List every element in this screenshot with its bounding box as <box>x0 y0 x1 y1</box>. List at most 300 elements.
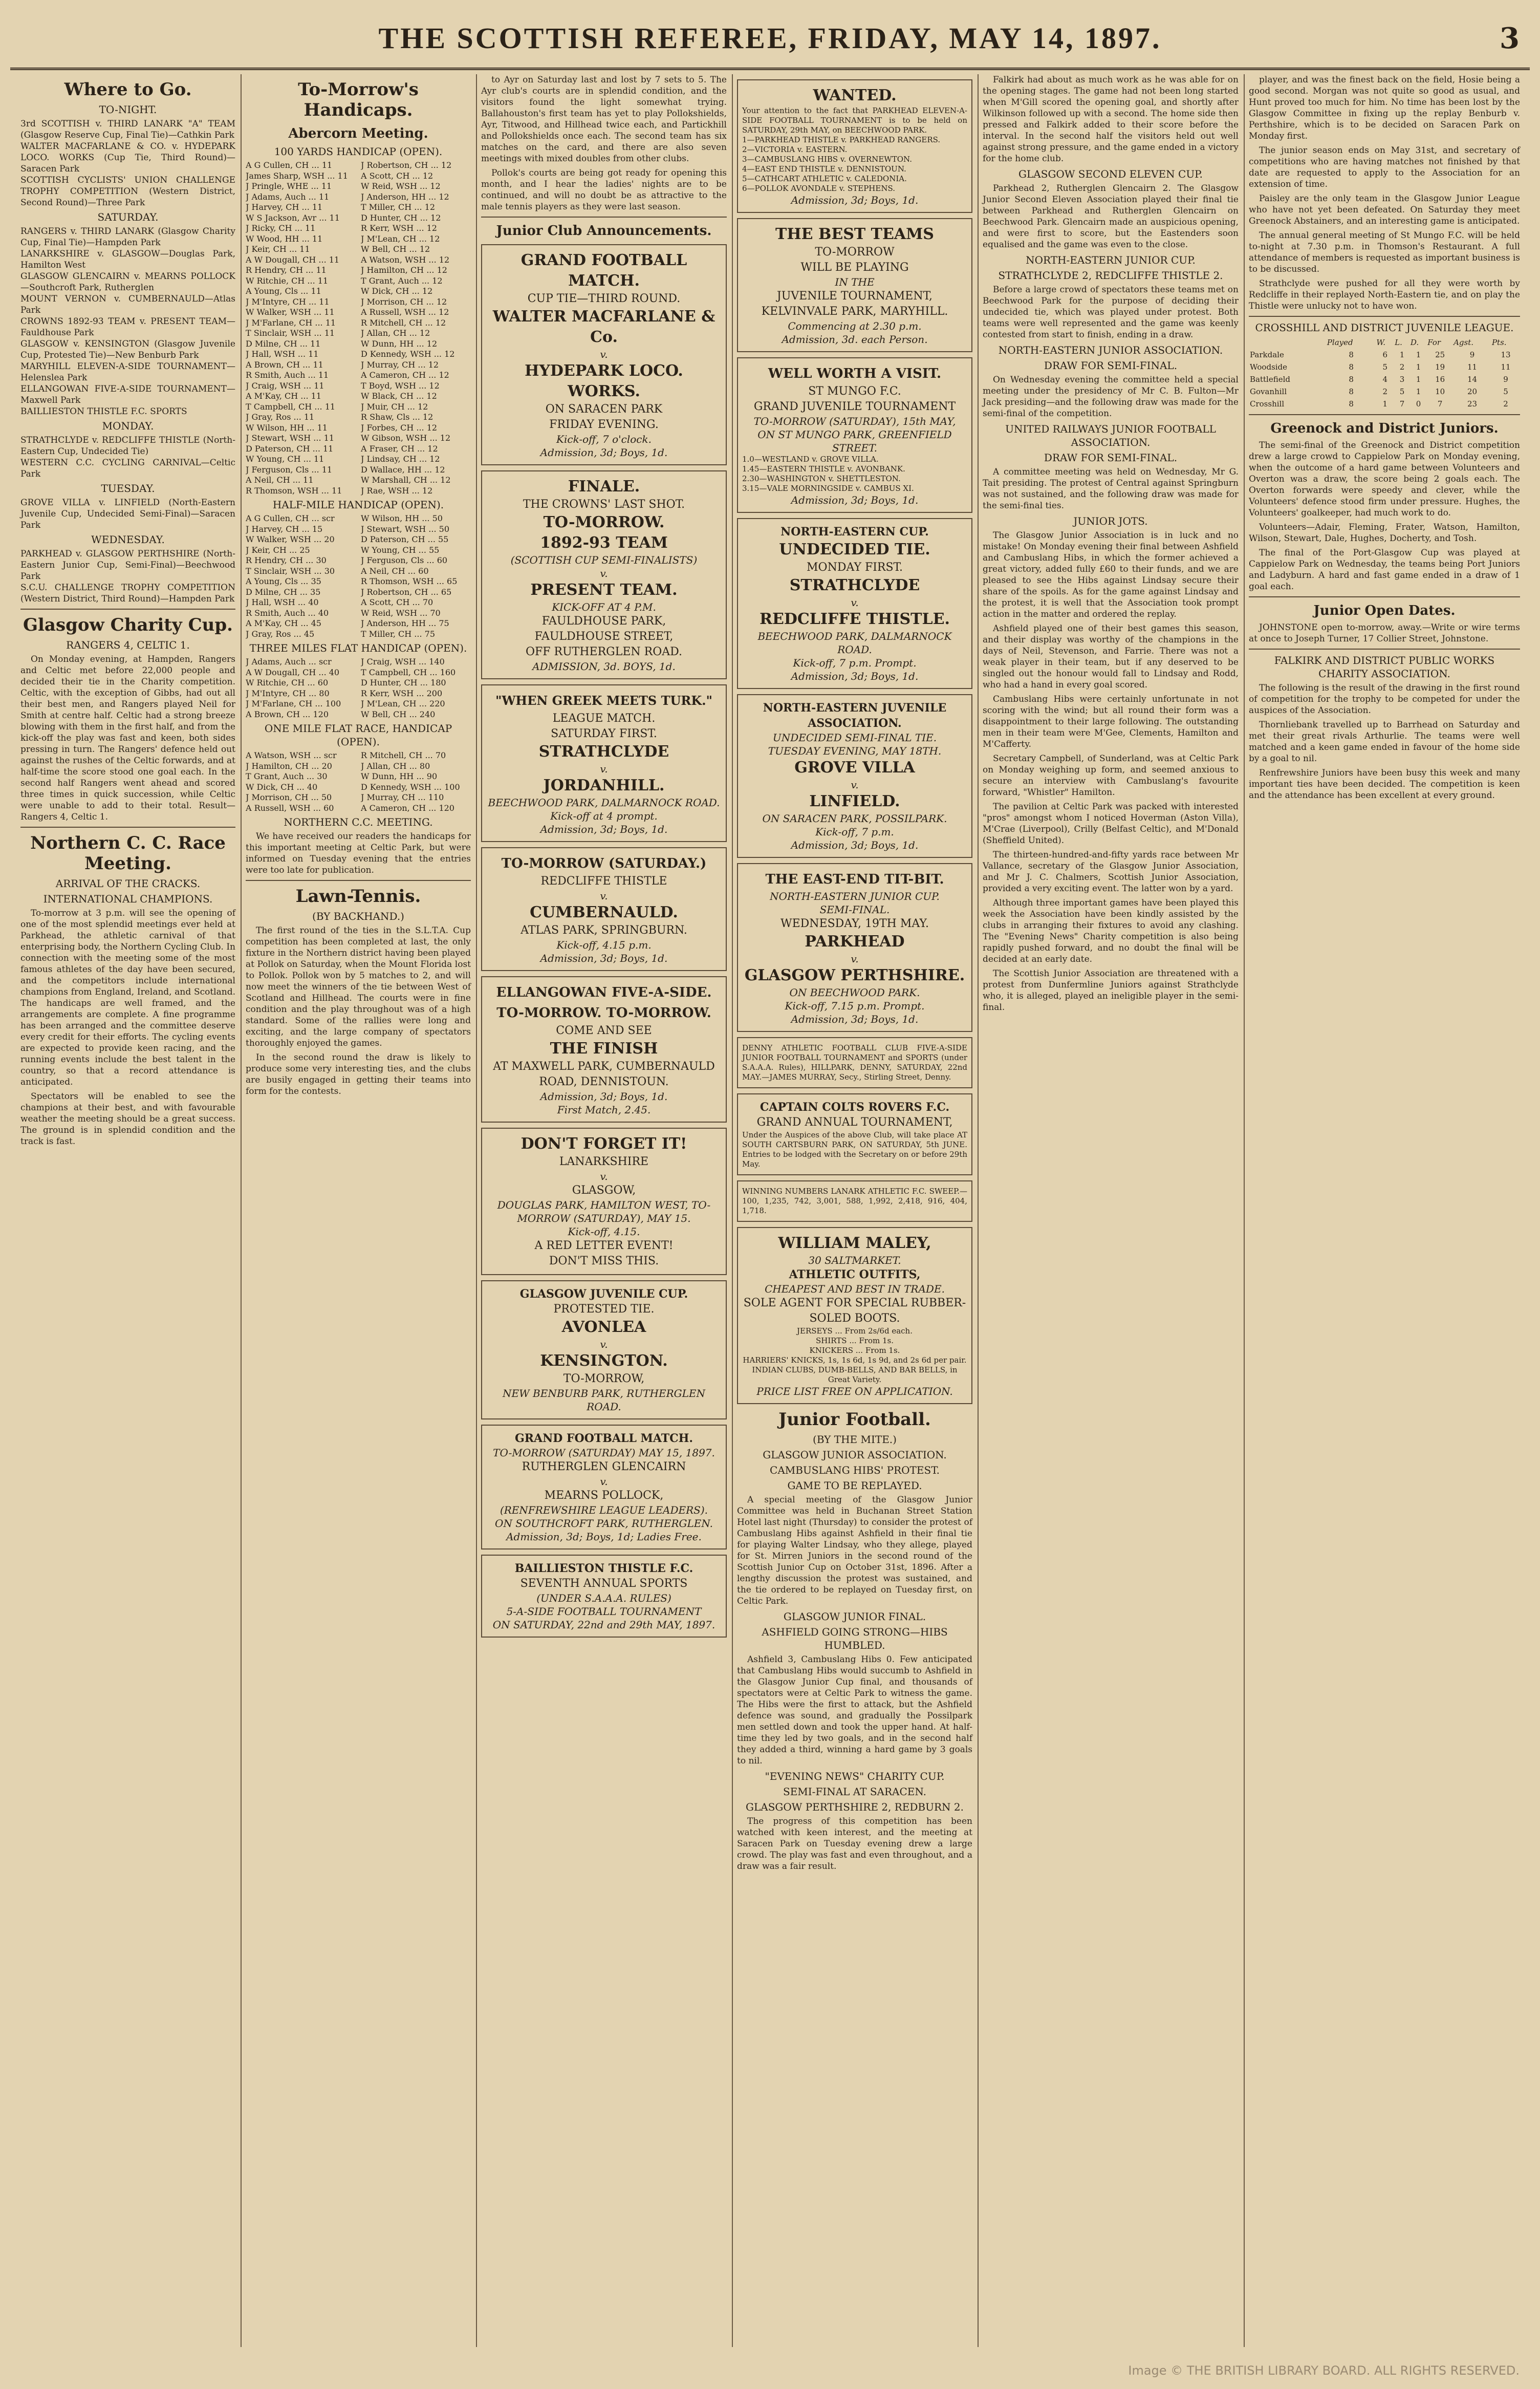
handicap-entry: A W Dougall, CH ... 40 <box>246 667 340 677</box>
wednesday-heading: WEDNESDAY. <box>91 533 165 546</box>
table-cell: 7 <box>1437 399 1443 408</box>
list-item: 3.15—VALE MORNINGSIDE v. CAMBUS XI. <box>742 484 914 493</box>
handicaps-heading: To-Morrow's Handicaps. <box>298 79 419 120</box>
article-text: Strathclyde were pushed for all they were worth by Redcliffe in their replayed North-Eastern tie, and on play the Thistle were unlucky not to have won. <box>1249 278 1520 311</box>
handicap-entry: J Morrison, CH ... 50 <box>246 792 332 802</box>
handicap-entry: J Murray, CH ... 110 <box>361 792 444 802</box>
advert-admission: Admission, 3d; Boys, 1d. <box>540 1090 668 1103</box>
handicap-entry: A W Dougall, CH ... 11 <box>246 254 340 265</box>
table-cell: 2 <box>1503 399 1508 408</box>
table-header-row <box>1249 336 1520 349</box>
divider <box>20 827 235 828</box>
advert-versus: v. <box>851 596 859 609</box>
handicap-entry: T Sinclair, WSH ... 30 <box>246 566 335 576</box>
table-cell: 14 <box>1467 375 1478 384</box>
handicap-entry: W Reid, WSH ... 12 <box>361 181 441 191</box>
table-cell: 20 <box>1467 387 1478 396</box>
advert-when: TO-MORROW, <box>563 1372 645 1385</box>
table-cell: 8 <box>1349 387 1354 396</box>
advert-admission: Admission, 3d; Boys, 1d. <box>791 494 919 506</box>
advert-first-match: First Match, 2.45. <box>557 1104 651 1116</box>
list-item: LANARKSHIRE v. GLASGOW—Douglas Park, Hamilton West <box>20 249 235 270</box>
handicap-entry: R Thomson, WSH ... 65 <box>361 576 458 586</box>
handicap-entry: J Hall, WSH ... 11 <box>246 349 319 359</box>
column-3 <box>476 74 732 2347</box>
advert-sub: ATHLETIC OUTFITS, <box>789 1268 921 1281</box>
advert-sub: CHEAPEST AND BEST IN TRADE. <box>765 1283 945 1295</box>
advert-kickoff: Kick-off, 7 o'clock. <box>556 433 652 445</box>
list-item: PARKHEAD v. GLASGOW PERTHSHIRE (North-Eastern Junior Cup, Semi-Final)—Beechwood Park <box>20 549 235 582</box>
advert-note: (SCOTTISH CUP SEMI-FINALISTS) <box>510 554 698 566</box>
handicap-entry: R Mitchell, CH ... 70 <box>361 750 446 760</box>
handicap-entry: J Allan, CH ... 12 <box>361 328 430 338</box>
advert-team: RUTHERGLEN GLENCAIRN <box>522 1460 686 1473</box>
table-header-cell <box>1249 336 1327 349</box>
advert-ground: DOUGLAS PARK, HAMILTON WEST, TO-MORROW (SATURDAY), MAY 15. <box>497 1199 711 1224</box>
advert-team: PARKHEAD <box>805 933 905 951</box>
advert-team: STRATHCLYDE <box>789 576 920 594</box>
advert-greek-turk <box>481 684 727 842</box>
divider <box>1249 316 1520 317</box>
advert-denny: DENNY ATHLETIC FOOTBALL CLUB FIVE-A-SIDE JUNIOR FOOTBALL TOURNAMENT and SPORTS (under S.A.A.A. Rules), HILLPARK, DENNY, SATURDAY, 22nd MAY.—JAMES MURRAY, Secy., Stirling Street, Denny. <box>737 1037 972 1088</box>
advert-sub: PROTESTED TIE. <box>553 1303 655 1316</box>
handicap-entry: T Boyd, WSH ... 12 <box>361 380 440 391</box>
advert-team: PRESENT TEAM. <box>530 581 678 599</box>
advert-road: OFF RUTHERGLEN ROAD. <box>526 645 682 658</box>
handicap-entry: W Walker, WSH ... 20 <box>246 534 335 544</box>
list-item: 2.30—WASHINGTON v. SHETTLESTON. <box>742 474 901 483</box>
tennis-continued-2: Pollok's courts are being got ready for opening this month, and I hear the ladies' nights are to be continued, and will no doubt be as attractive to the male tennis players as they were last season. <box>481 168 727 212</box>
section-subheading: DRAW FOR SEMI-FINAL. <box>1044 359 1178 372</box>
advert-sub: NORTH-EASTERN JUNIOR CUP. <box>770 890 940 902</box>
table-cell: 4 <box>1382 375 1388 384</box>
list-item: 1—PARKHEAD THISTLE v. PARKHEAD RANGERS. <box>742 135 941 144</box>
advert-event: JUVENILE TOURNAMENT, <box>776 290 933 303</box>
advert-tit-bit <box>737 863 972 1032</box>
table-row <box>1249 349 1520 361</box>
charity-cup-heading: Glasgow Charity Cup. <box>23 615 233 635</box>
table-cell: 10 <box>1435 387 1445 396</box>
divider <box>1249 414 1520 415</box>
lawn-tennis-report-2: In the second round the draw is likely to produce some very interesting ties, and the clubs are busily engaged in getting their teams into form for the contests. <box>246 1052 471 1096</box>
advert-versus: v. <box>600 567 608 579</box>
handicap-entry: T Sinclair, WSH ... 11 <box>246 328 335 338</box>
list-item: WALTER MACFARLANE & CO. v. HYDEPARK LOCO. WORKS (Cup Tie, Third Round)—Saracen Park <box>20 141 235 174</box>
advert-ground: ATLAS PARK, SPRINGBURN. <box>520 924 687 937</box>
advert-when: TUESDAY EVENING, MAY 18TH. <box>768 745 942 757</box>
handicap-entry: J Harvey, CH ... 11 <box>246 202 323 212</box>
handicap-entry: D Wallace, HH ... 12 <box>361 464 445 475</box>
list-item: SCOTTISH CYCLISTS' UNION CHALLENGE TROPHY COMPETITION (Western District, Second Round)—Three Park <box>20 175 235 208</box>
advert-versus: v. <box>600 1475 608 1488</box>
advert-admission: ADMISSION, 3d. BOYS, 1d. <box>532 660 676 673</box>
advert-st-mungo <box>737 357 972 513</box>
advert-sub: ST MUNGO F.C. <box>808 385 901 398</box>
page-number: 3 <box>1500 21 1520 55</box>
handicap-entry: R Shaw, Cls ... 12 <box>361 412 433 422</box>
table-cell: 23 <box>1467 399 1478 408</box>
advert-sub: SEMI-FINAL. <box>819 903 890 916</box>
handicap-entry: W Marshall, CH ... 12 <box>361 475 451 485</box>
handicap-entry: T Miller, CH ... 12 <box>361 202 436 212</box>
article-text: The Scottish Junior Association are threatened with a protest from Dunfermline Juniors against Strathclyde who, it is alleged, played an ineligible player in the semi-final. <box>983 968 1239 1013</box>
section-heading: UNITED RAILWAYS JUNIOR FOOTBALL ASSOCIATION. <box>1005 423 1216 448</box>
advert-clubs: INDIAN CLUBS, DUMB-BELLS, AND BAR BELLS, in Great Variety. <box>752 1365 958 1384</box>
article-text: On Wednesday evening the committee held a special meeting under the presidency of Mr C. B. Fulton—Mr Jack presiding—and the following draw was made for the semi-final of the competition. <box>983 375 1239 419</box>
advert-title: WANTED. <box>813 87 897 104</box>
abercorn-heading: Abercorn Meeting. <box>288 126 428 141</box>
advert-event: GRAND JUVENILE TOURNAMENT <box>753 400 956 413</box>
where-to-go-heading: Where to Go. <box>64 79 192 100</box>
advert-team: MEARNS POLLOCK, <box>544 1489 664 1502</box>
handicap-entry: J Adams, Auch ... scr <box>246 657 332 666</box>
handicap-entry: J Ferguson, Cls ... 11 <box>246 464 333 475</box>
handicap-entry: W Wilson, HH ... 50 <box>361 513 443 523</box>
advert-kickoff: Kick-off, 4.15. <box>568 1225 640 1238</box>
article-text: The junior season ends on May 31st, and secretary of competitions who are having matches not finished by that date are requested to apply to the Association for an extension of time. <box>1249 145 1520 189</box>
handicap-entry: J Allan, CH ... 80 <box>361 761 430 771</box>
article-text: A committee meeting was held on Wednesday, Mr G. Tait presiding. The protest of Central against Springburn was not sustained, and the following draw was made for the semi-final ties. <box>983 467 1239 511</box>
table-cell: 5 <box>1399 387 1405 396</box>
advert-baillieston <box>481 1555 727 1638</box>
advert-title: GRAND FOOTBALL MATCH. <box>520 251 687 290</box>
handicap-entry: J M'Intyre, CH ... 80 <box>246 688 330 698</box>
handicap-entry: J Anderson, HH ... 12 <box>361 191 449 202</box>
list-item: GROVE VILLA v. LINFIELD (North-Eastern Juvenile Cup, Undecided Semi-Final)—Saracen Park <box>20 498 235 530</box>
list-item: ELLANGOWAN FIVE-A-SIDE TOURNAMENT—Maxwell Park <box>20 384 235 405</box>
table-cell: 1 <box>1416 387 1421 396</box>
advert-team: HYDEPARK LOCO. WORKS. <box>525 362 683 400</box>
northern-race-sub2: INTERNATIONAL CHAMPIONS. <box>43 893 213 905</box>
advert-ground: AT MAXWELL PARK, CUMBERNAULD ROAD, DENNISTOUN. <box>493 1060 715 1088</box>
northern-race-heading: Northern C. C. Race Meeting. <box>30 833 226 874</box>
handicap-entry: J Forbes, CH ... 12 <box>361 422 438 433</box>
charity-report: The progress of this competition has been watched with keen interest, and the meeting at Saracen Park on Tuesday evening drew a large crowd. The play was fast and even throughout, and a draw was a fair result. <box>737 1816 972 1871</box>
advert-title: CAPTAIN COLTS ROVERS F.C. <box>760 1101 950 1114</box>
handicap-list <box>246 657 471 720</box>
handicap-entry: A Watson, WSH ... scr <box>246 750 337 760</box>
list-item: WESTERN C.C. CYCLING CARNIVAL—Celtic Park <box>20 458 235 479</box>
list-item: 2—VICTORIA v. EASTERN. <box>742 145 848 154</box>
column-4 <box>732 74 978 2347</box>
handicap-entry: W Gibson, WSH ... 12 <box>361 433 451 443</box>
advert-sub: UNDECIDED TIE. <box>779 541 930 558</box>
handicap-entry: A M'Kay, CH ... 11 <box>246 391 321 401</box>
column-2 <box>241 74 476 2347</box>
advert-street: FAULDHOUSE STREET, <box>534 630 674 643</box>
advert-team: CUMBERNAULD. <box>530 903 678 921</box>
handicap-entry: W Ritchie, CH ... 11 <box>246 275 329 286</box>
onemile-heading: ONE MILE FLAT RACE, HANDICAP (OPEN). <box>264 722 452 748</box>
advert-ground: FAULDHOUSE PARK, <box>541 615 666 628</box>
table-header-cell: L. <box>1395 338 1402 347</box>
table-header-cell: Pts. <box>1491 338 1507 347</box>
advert-tournament: 5-A-SIDE FOOTBALL TOURNAMENT <box>506 1605 702 1618</box>
open-dates-text: JOHNSTONE open to-morrow, away.—Write or wire terms at once to Joseph Turner, 17 Collier Street, Johnstone. <box>1249 622 1520 644</box>
advert-kickoff: Kick-off, 7 p.m. <box>815 826 894 838</box>
advert-admission: Admission, 3d; Boys, 1d; Ladies Free. <box>506 1531 702 1543</box>
handicap-entry: W Dunn, HH ... 12 <box>361 338 438 349</box>
handicap-entry: J Pringle, WHE ... 11 <box>246 181 332 191</box>
handicap-entry: W Ritchie, CH ... 60 <box>246 678 329 687</box>
handicap-entry: J Hamilton, CH ... 12 <box>361 265 447 275</box>
advert-sub: WILL BE PLAYING <box>800 261 909 274</box>
article-text: Paisley are the only team in the Glasgow Junior League who have not yet been defeated. On Saturday they meet Greenock Abstainers, and an interesting game is anticipated. <box>1249 193 1520 226</box>
advert-ground: ON SARACEN PARK, POSSILPARK. <box>762 812 947 825</box>
handicap-entry: J Ferguson, Cls ... 60 <box>361 555 448 565</box>
divider <box>481 217 727 218</box>
article-text: Thornliebank travelled up to Barrhead on Saturday and met their great rivals Arthurlie. The teams were well matched and a keen game ended in favour of the home side by a goal to nil. <box>1249 720 1520 764</box>
column-5 <box>978 74 1244 2347</box>
handicap-list <box>246 513 471 639</box>
handicap-entry: T Campbell, CH ... 11 <box>246 401 336 412</box>
handicap-entry: J Keir, CH ... 25 <box>246 545 310 555</box>
charity-cup-result: RANGERS 4, CELTIC 1. <box>66 639 190 651</box>
article-text: The semi-final of the Greenock and District competition drew a large crowd to Cappielow Park on Monday evening, when the outcome of a hard game between Volunteers and Overton was a draw, the score being 2 goals each. The Overton forwards were speedy and clever, while the Volunteers' defence stood firm under pressure. Hughes, the Volunteers' goalkeeper, had much work to do. <box>1249 440 1520 518</box>
charity-sub: SEMI-FINAL AT SARACEN. <box>783 1785 926 1798</box>
table-row <box>1249 398 1520 410</box>
masthead-title: THE SCOTTISH REFEREE, FRIDAY, MAY 14, 1897. <box>378 21 1162 55</box>
advert-versus: v. <box>851 779 859 791</box>
advert-title: GRAND FOOTBALL MATCH. <box>514 1432 693 1445</box>
handicap-entry: T Grant, Auch ... 30 <box>246 771 328 781</box>
advert-ground: ON SARACEN PARK <box>545 403 663 416</box>
handicap-entry: W Bell, CH ... 12 <box>361 244 430 254</box>
table-cell: Govanhill <box>1250 387 1287 396</box>
masthead-rule <box>10 68 1530 70</box>
advert-title: THE BEST TEAMS <box>775 225 934 243</box>
advert-winning-numbers: WINNING NUMBERS LANARK ATHLETIC F.C. SWEEP.—100, 1,235, 742, 3,001, 588, 1,992, 2,418, 916, 404, 1,718. <box>737 1180 972 1222</box>
advert-team: REDCLIFFE THISTLE. <box>760 610 950 628</box>
article-text: Ashfield played one of their best games this season, and their display was worthy of the champions in the days of Neil, Stevenson, and Farrie. There was not a weak player in their team, but if any deserved to be singled out the honour would fall to Lindsay and Rodd, who had a hand in every goal scored. <box>983 623 1239 690</box>
advert-team: GLASGOW, <box>572 1184 636 1197</box>
advert-team: LINFIELD. <box>809 792 900 810</box>
advert-address: 30 SALTMARKET. <box>808 1254 901 1266</box>
junior-football-report: Ashfield 3, Cambuslang Hibs 0. Few anticipated that Cambuslang Hibs would succumb to Ashfield in the Glasgow Junior Cup final, and thousands of spectators were at Celtic Park to witness the game. The Hibs were the first to attack, but the Ashfield defence was sound, and gradually the Possilpark men settled down and took the upper hand. At half-time they led by two goals, and in the second half they added a third, winning a hard game by 3 goals to nil. <box>737 1654 972 1766</box>
article-text: The pavilion at Celtic Park was packed with interested "pros" amongst whom I noticed Hoverman (Aston Villa), M'Crae (Liverpool), Crilly (Belfast Celtic), and M'Donald (Sheffield United). <box>983 802 1239 846</box>
handicap-entry: D Kennedy, WSH ... 100 <box>361 782 460 792</box>
handicap-entry: J Hall, WSH ... 40 <box>246 597 319 607</box>
advert-title: NORTH-EASTERN JUVENILE ASSOCIATION. <box>763 701 947 730</box>
table-cell: 1 <box>1399 350 1405 359</box>
handicap-entry: A Scott, CH ... 12 <box>361 170 433 181</box>
handicap-entry: J M'Lean, CH ... 220 <box>361 699 445 708</box>
advert-title: THE EAST-END TIT-BIT. <box>765 872 944 887</box>
junior-football-sub: CAMBUSLANG HIBS' PROTEST. <box>770 1464 940 1476</box>
article-text: player, and was the finest back on the field, Hosie being a good second. Morgan was not quite so good as usual, and Hunt proved too much for him. No time has been lost by the Glasgow Committee in fixing up the replay Benburb v. Perthshire, which is to be decided on Saracen Park on Monday first. <box>1249 75 1520 141</box>
table-cell: 6 <box>1382 350 1388 359</box>
table-row <box>1249 361 1520 373</box>
divider <box>246 880 471 881</box>
article-text: The following is the result of the drawing in the first round of competition for the trophy to be competed for under the auspices of the Association. <box>1249 683 1520 716</box>
open-dates-heading: Junior Open Dates. <box>1313 603 1456 618</box>
handicap-entry: J Keir, CH ... 11 <box>246 244 310 254</box>
handicap-entry: R Mitchell, CH ... 12 <box>361 317 446 328</box>
advert-note: (RENFREWSHIRE LEAGUE LEADERS). <box>500 1504 708 1516</box>
table-cell: 3 <box>1399 375 1405 384</box>
handicap-entry: A Brown, CH ... 11 <box>246 359 323 370</box>
handicap-entry: J Harvey, CH ... 15 <box>246 524 323 534</box>
list-item: 1.45—EASTERN THISTLE v. AVONBANK. <box>742 464 905 474</box>
handicap-entry: A Watson, WSH ... 12 <box>361 254 450 265</box>
article-text: The thirteen-hundred-and-fifty yards race between Mr Vallance, secretary of the Glasgow Junior Association, and Mr J. C. Chalmers, Scottish Junior Association, provided a very exciting event. The latter won by a yard. <box>983 850 1239 894</box>
advert-ground: KELVINVALE PARK, MARYHILL. <box>761 305 948 318</box>
handicap-entry: W Dunn, HH ... 90 <box>361 771 438 781</box>
article-text: Falkirk had about as much work as he was able for on the opening stages. The game had not been long started when M'Gill scored the opening goal, and shortly after Wilkinson followed up with a second. The home side then pressed and Falkirk added to their score before the interval. In the second half the visitors held out well against strong pressure, and the game ended in a victory for the home club. <box>983 75 1239 164</box>
handicap-entry: J Stewart, WSH ... 11 <box>246 433 334 443</box>
advert-team: AVONLEA <box>561 1318 646 1336</box>
advert-admission: Admission, 3d; Boys, 1d. <box>791 670 919 682</box>
northern-race-sub: ARRIVAL OF THE CRACKS. <box>55 877 201 890</box>
handicap-entry: R Hendry, CH ... 30 <box>246 555 327 565</box>
tuesday-heading: TUESDAY. <box>101 482 155 494</box>
advert-sub: LEAGUE MATCH. <box>552 712 656 725</box>
masthead <box>0 10 1540 67</box>
advert-versus: v. <box>600 1338 608 1350</box>
section-heading: NORTH-EASTERN JUNIOR ASSOCIATION. <box>998 344 1223 356</box>
league-heading: CROSSHILL AND DISTRICT JUVENILE LEAGUE. <box>1255 321 1514 334</box>
handicap-entry: J M'Lean, CH ... 12 <box>361 233 440 244</box>
advert-finale <box>481 470 727 679</box>
table-cell: 11 <box>1467 362 1478 372</box>
advert-ellangowan <box>481 976 727 1123</box>
lawn-tennis-heading: Lawn-Tennis. <box>295 886 421 907</box>
handicap-entry: J Rae, WSH ... 12 <box>361 485 433 496</box>
advert-kickoff: Kick-off, 7 p.m. Prompt. <box>793 657 917 669</box>
table-cell: 9 <box>1503 375 1508 384</box>
list-item: KNICKERS ... From 1s. <box>809 1346 900 1355</box>
advert-team: JORDANHILL. <box>543 777 665 794</box>
table-cell: 8 <box>1349 350 1354 359</box>
handicap-entry: J Stewart, WSH ... 50 <box>361 524 449 534</box>
table-cell: 16 <box>1435 375 1445 384</box>
lawn-tennis-report: The first round of the ties in the S.L.T.A. Cup competition has been completed at last, the only fixture in the Northern district having been played at Pollok on Saturday, when the Mount Florida lost to Pollok. Pollok won by 5 matches to 2, and will now meet the winners of the tie between West of Scotland and Hillhead. The courts were in fine condition and the play throughout was of a high standard. Some of the rallies were long and exciting, and the large company of spectators thoroughly enjoyed the games. <box>246 926 471 1048</box>
table-cell: 13 <box>1501 350 1511 359</box>
table-cell: Woodside <box>1250 362 1288 372</box>
section-subheading: STRATHCLYDE 2, REDCLIFFE THISTLE 2. <box>998 269 1223 282</box>
falkirk-heading: FALKIRK AND DISTRICT PUBLIC WORKS CHARITY ASSOCIATION. <box>1274 654 1495 680</box>
advert-admission: Admission, 3d. each Person. <box>782 333 928 346</box>
article-text: Parkhead 2, Rutherglen Glencairn 2. The Glasgow Junior Second Eleven Association played their final tie between Parkhead and Rutherglen Glencairn on Beechwood Park. Glencairn made an auspicious opening, and were first to score, but the Eastenders soon equalised and the game was even to the close. <box>983 183 1239 250</box>
advert-colts <box>737 1093 972 1175</box>
advert-team: 1892-93 TEAM <box>540 534 668 552</box>
handicap-list <box>246 750 471 813</box>
advert-when: MONDAY FIRST. <box>807 561 903 574</box>
advert-admission: Admission, 3d; Boys, 1d. <box>540 823 668 835</box>
table-cell: 8 <box>1349 362 1354 372</box>
handicap-entry: J Adams, Auch ... 11 <box>246 191 330 202</box>
handicap-entry: T Miller, CH ... 75 <box>361 629 436 639</box>
advert-ne-cup <box>737 518 972 689</box>
threemiles-heading: THREE MILES FLAT HANDICAP (OPEN). <box>249 642 467 654</box>
league-table <box>1249 336 1520 410</box>
handicap-entry: J Muir, CH ... 12 <box>361 401 428 412</box>
table-cell: 1 <box>1382 399 1388 408</box>
handicap-entry: W Dick, CH ... 12 <box>361 286 433 296</box>
handicap-entry: J M'Farlane, CH ... 100 <box>246 699 341 708</box>
advert-miss: DON'T MISS THIS. <box>549 1255 659 1267</box>
advert-admission: Admission, 3d; Boys, 1d. <box>540 952 668 964</box>
advert-sub: TO-MORROW. TO-MORROW. <box>496 1005 711 1021</box>
advert-admission: Admission, 3d; Boys, 1d. <box>791 839 919 851</box>
advert-ground: ON BEECHWOOD PARK. <box>789 986 920 999</box>
list-item: 1.0—WESTLAND v. GROVE VILLA. <box>742 455 879 464</box>
table-header-cell: W. <box>1376 338 1385 347</box>
handicap-entry: J M'Farlane, CH ... 11 <box>246 317 336 328</box>
advert-when: WEDNESDAY, 19TH MAY. <box>780 917 929 930</box>
table-cell: 8 <box>1349 375 1354 384</box>
handicap-entry: A Neil, CH ... 11 <box>246 475 314 485</box>
advert-red-letter: A RED LETTER EVENT! <box>534 1239 674 1252</box>
handicap-entry: D Paterson, CH ... 55 <box>361 534 449 544</box>
advert-come: COME AND SEE <box>556 1024 652 1037</box>
handicap-entry: J Craig, WSH ... 11 <box>246 380 324 391</box>
junior-football-sub: GLASGOW JUNIOR ASSOCIATION. <box>763 1449 947 1461</box>
charity-cup-report: On Monday evening, at Hampden, Rangers and Celtic met before 22,000 people and decided their tie in the Charity competition. Celtic, with the exception of Gibbs, had out all their best men, and Rangers played Neil for Smith at centre half. Celtic had a strong breeze blowing with them in the first half, and from the kick-off the play was fast and keen, both sides pressing in turn. The Rangers' defence held out against the rushes of the Celtic forwards, and at half-time the score stood one goal each. In the second half Rangers went ahead and scored three times in quick succession, while Celtic were unable to add to their total. Result—Rangers 4, Celtic 1. <box>20 654 235 822</box>
handicap-entry: W Young, CH ... 55 <box>361 545 440 555</box>
handicap-entry: A Russell, WSH ... 12 <box>361 307 449 317</box>
advert-ne-juvenile <box>737 694 972 858</box>
list-item: 3—CAMBUSLANG HIBS v. OVERNEWTON. <box>742 155 912 164</box>
section-heading: GLASGOW SECOND ELEVEN CUP. <box>1018 168 1203 180</box>
list-item: 3rd SCOTTISH v. THIRD LANARK "A" TEAM (Glasgow Reserve Cup, Final Tie)—Cathkin Park <box>20 119 235 140</box>
advert-team: KENSINGTON. <box>540 1352 668 1370</box>
advert-title: ELLANGOWAN FIVE-A-SIDE. <box>496 985 712 1000</box>
table-row <box>1249 385 1520 398</box>
list-item: SHIRTS ... From 1s. <box>815 1336 894 1345</box>
advert-kickoff: Kick-off, 4.15 p.m. <box>556 939 652 951</box>
advert-ground: ON ST MUNGO PARK, GREENFIELD STREET. <box>757 428 952 454</box>
advert-team: GROVE VILLA <box>794 759 915 777</box>
list-item: MOUNT VERNON v. CUMBERNAULD—Atlas Park <box>20 294 235 315</box>
list-item: GLASGOW GLENCAIRN v. MEARNS POLLOCK—Southcroft Park, Rutherglen <box>20 271 235 293</box>
handicap-entry: T Grant, Auch ... 12 <box>361 275 443 286</box>
advert-sub2: (UNDER S.A.A.A. RULES) <box>536 1592 671 1604</box>
advert-sub: THE CROWNS' LAST SHOT. <box>523 498 685 511</box>
handicap-column <box>246 160 356 496</box>
section-subheading: DRAW FOR SEMI-FINAL. <box>1044 451 1178 464</box>
advert-ground: BEECHWOOD PARK, DALMARNOCK ROAD. <box>488 797 720 809</box>
advert-title: "WHEN GREEK MEETS TURK." <box>495 693 713 708</box>
advert-team: GLASGOW PERTHSHIRE. <box>744 966 965 984</box>
list-item: JERSEYS ... From 2s/6d each. <box>797 1326 913 1336</box>
advert-wanted <box>737 79 972 213</box>
advert-finish: THE FINISH <box>550 1040 658 1058</box>
advert-agent: SOLE AGENT FOR SPECIAL RUBBER-SOLED BOOTS. <box>743 1297 966 1325</box>
handicap-entry: A G Cullen, CH ... 11 <box>246 160 333 170</box>
table-header-cell: For <box>1427 338 1441 347</box>
handicap-entry: James Sharp, WSH ... 11 <box>246 170 348 181</box>
handicap-entry: R Smith, Auch ... 11 <box>246 370 329 380</box>
table-cell: 5 <box>1503 387 1508 396</box>
handicap-entry: W Reid, WSH ... 70 <box>361 608 441 618</box>
article-text: Volunteers—Adair, Fleming, Frater, Watson, Hamilton, Wilson, Stewart, Dale, Hughes, Docherty, and Tosh. <box>1249 522 1520 544</box>
advert-sub: IN THE <box>835 276 875 288</box>
halfmile-heading: HALF-MILE HANDICAP (OPEN). <box>272 499 444 511</box>
table-cell: 5 <box>1382 362 1388 372</box>
handicap-entry: R Thomson, WSH ... 11 <box>246 485 342 496</box>
table-body <box>1249 349 1520 410</box>
handicap-entry: A Neil, CH ... 60 <box>361 566 429 576</box>
handicap-entry: A Cameron, CH ... 120 <box>361 803 454 813</box>
advert-title: BAILLIESTON THISTLE F.C. <box>514 1562 693 1575</box>
handicap-entry: R Smith, Auch ... 40 <box>246 608 329 618</box>
handicap-entry: D Paterson, CH ... 11 <box>246 443 334 454</box>
advert-admission: Admission, 3d; Boys, 1d. <box>791 1013 919 1025</box>
handicap-entry: A G Cullen, CH ... scr <box>246 513 335 523</box>
advert-when: FRIDAY EVENING. <box>549 418 659 431</box>
advert-versus: v. <box>600 1170 608 1182</box>
